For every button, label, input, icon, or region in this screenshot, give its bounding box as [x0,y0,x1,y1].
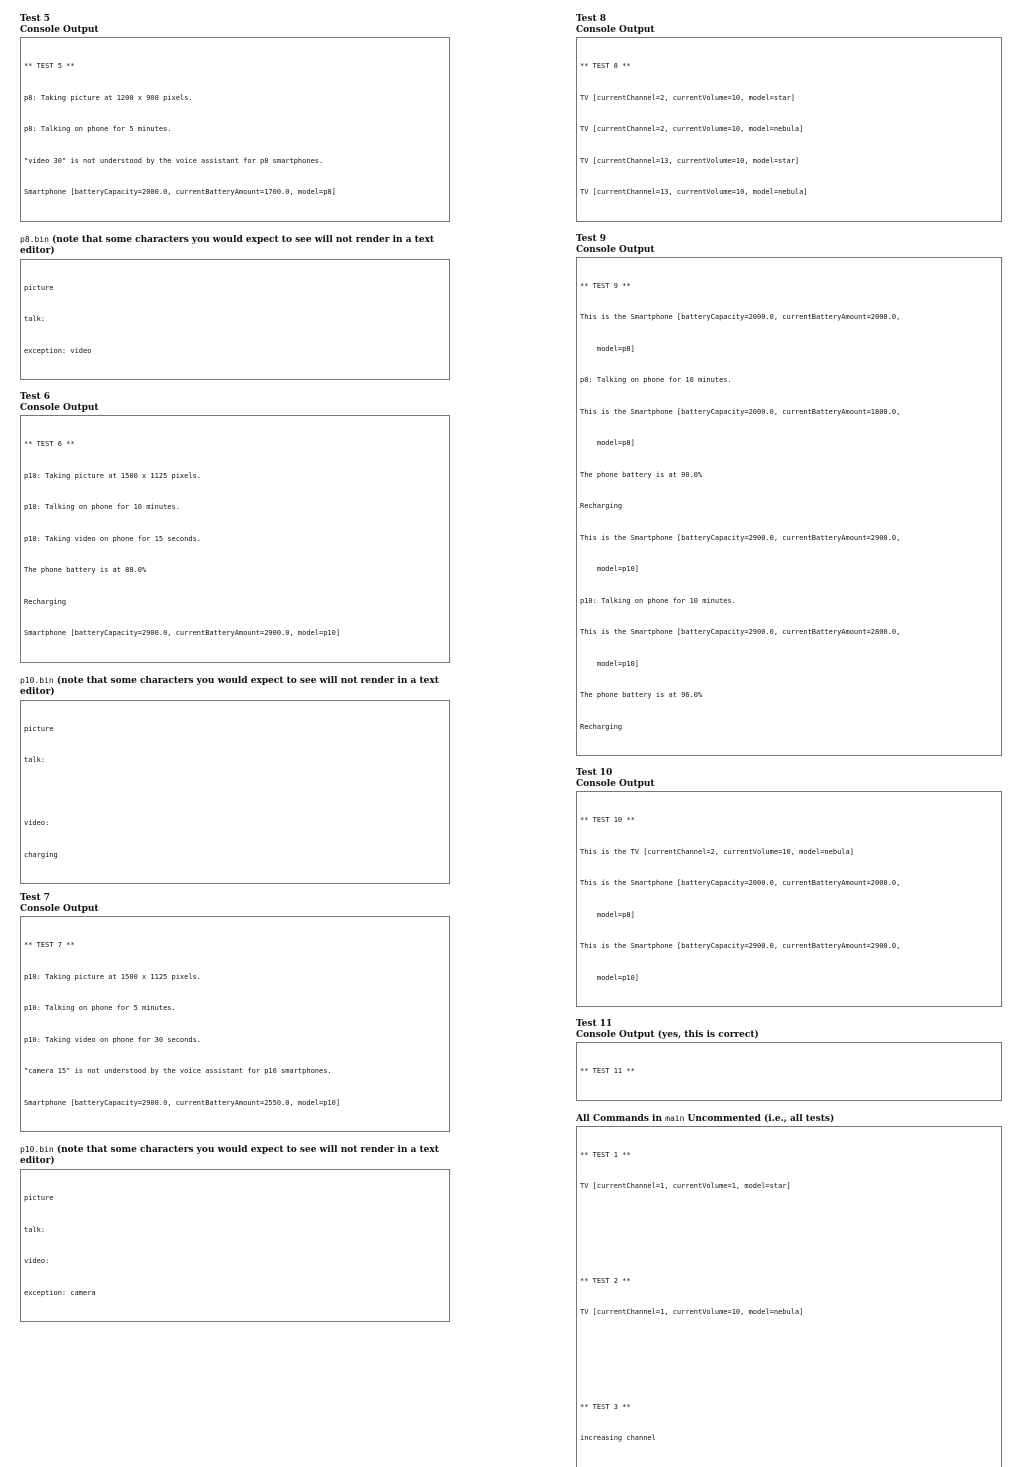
file-line: talk: [24,1225,46,1234]
test5-console-box [20,37,450,222]
file-line: video: [24,1257,50,1265]
all-tests-heading-post: Uncommented (i.e., all tests) [684,1113,835,1124]
file-line: picture [24,1194,54,1202]
all-tests-heading-pre: All Commands in [576,1113,666,1124]
console-line: TV [currentChannel=13, currentVolume=10, model=nebula] [580,188,808,196]
test7-console-box [20,916,450,1132]
test11-title: Test 11 [576,1019,613,1029]
test6-title: Test 6 [20,392,51,402]
test6-subtitle: Console Output [20,403,99,413]
p8bin-heading [20,234,450,257]
console-line: model=p10] [580,973,640,982]
all-tests-console-box [576,1126,1002,1467]
test8-title: Test 8 [576,14,607,24]
right-column [576,14,1002,1467]
console-line: TV [currentChannel=1, currentVolume=10, model=nebula] [580,1308,804,1316]
console-line: p8: Talking on phone for 10 minutes. [580,376,732,384]
file-line: video: [24,819,50,827]
p10bin-heading-b [20,1144,450,1167]
console-line: model=p8] [580,910,635,919]
file-line: picture [24,283,54,292]
console-line: ** TEST 2 ** [580,1276,631,1285]
console-line: This is the TV [currentChannel=2, currentVolume=10, model=nebula] [580,847,854,856]
console-line: "video 30" is not understood by the voice assistant for p8 smartphones. [24,156,324,165]
p10bin-filename: p10.bin [20,675,54,685]
test5-title: Test 5 [20,14,51,24]
test8-console-box [576,37,1002,222]
file-line: talk: [24,315,46,323]
p8bin-note: (note that some characters you would expect to see will not render in a text editor) [20,234,435,256]
left-column [20,14,450,1322]
console-line: p8: Taking picture at 1200 x 900 pixels. [24,93,193,102]
test9-subtitle: Console Output [576,244,655,255]
test11-console-box [576,1042,1002,1101]
console-blank-line [580,1339,998,1350]
p10bin-note: (note that some characters you would expect to see will not render in a text editor) [20,1145,439,1166]
console-line: p8: Talking on phone for 5 minutes. [24,125,172,133]
console-line: This is the Smartphone [batteryCapacity=2000.0, currentBatteryAmount=1800.0, [580,407,901,416]
test8-subtitle: Console Output [576,25,655,35]
console-line: ** TEST 6 ** [24,440,75,448]
p10bin-file-box-a [20,700,450,885]
console-line: ** TEST 8 ** [580,62,631,70]
console-line: "camera 15" is not understood by the voice assistant for p10 smartphones. [24,1067,332,1075]
file-line: picture [24,724,54,733]
console-line: This is the Smartphone [batteryCapacity=2900.0, currentBatteryAmount=2900.0, [580,533,901,542]
console-line: TV [currentChannel=1, currentVolume=1, model=star] [580,1182,791,1190]
console-line: TV [currentChannel=2, currentVolume=10, model=nebula] [580,125,804,133]
console-line: ** TEST 1 ** [580,1150,631,1159]
p10bin-filename: p10.bin [20,1145,54,1154]
p10bin-file-box-b [20,1169,450,1322]
console-line: increasing channel [580,1434,656,1442]
console-line: model=p8] [580,344,635,353]
test10-subtitle: Console Output [576,779,655,789]
console-line: p10: Taking video on phone for 30 seconds. [24,1035,202,1044]
console-line: The phone battery is at 88.0% [24,566,147,574]
file-blank-line [24,787,446,798]
console-line: p10: Taking picture at 1500 x 1125 pixels. [24,972,202,981]
test10-title: Test 10 [576,768,613,778]
console-line: ** TEST 10 ** [580,816,635,824]
test6-console-box [20,415,450,663]
console-line: This is the Smartphone [batteryCapacity=2900.0, currentBatteryAmount=2900.0, [580,942,901,950]
console-line: TV [currentChannel=13, currentVolume=10, model=star] [580,156,800,165]
test11-subtitle: Console Output (yes, this is correct) [576,1030,759,1040]
p10bin-heading-a [20,675,450,698]
test9-title: Test 9 [576,233,607,244]
console-blank-line [580,1244,998,1255]
test9-console-box [576,257,1002,757]
console-line: model=p10] [580,659,640,668]
console-line: p10: Talking on phone for 5 minutes. [24,1004,176,1012]
console-line: ** TEST 11 ** [580,1067,635,1075]
console-line: model=p10] [580,565,640,573]
file-line: exception: video [24,346,92,355]
p8bin-file-box [20,259,450,381]
console-line: ** TEST 3 ** [580,1402,631,1411]
console-line: p10: Taking picture at 1500 x 1125 pixels. [24,471,202,480]
console-line: Recharging [580,502,623,510]
p10bin-note: (note that some characters you would expect to see will not render in a text editor) [20,675,439,697]
console-line: model=p8] [580,439,635,447]
test5-subtitle: Console Output [20,25,99,35]
test7-subtitle: Console Output [20,904,99,914]
file-line: talk: [24,756,46,764]
console-line: The phone battery is at 90.0% [580,470,703,479]
console-line: This is the Smartphone [batteryCapacity=2000.0, currentBatteryAmount=2000.0, [580,879,901,887]
all-tests-heading-code: main [665,1113,685,1123]
console-line: TV [currentChannel=2, currentVolume=10, model=star] [580,93,795,102]
console-line: Smartphone [batteryCapacity=2000.0, currentBatteryAmount=1700.0, model=p8] [24,188,336,196]
test10-console-box [576,791,1002,1007]
console-line: Recharging [24,597,67,606]
console-line: The phone battery is at 96.0% [580,691,703,699]
p8bin-filename: p8.bin [20,234,49,244]
console-line: ** TEST 9 ** [580,281,631,290]
console-line: p10: Taking video on phone for 15 seconds. [24,534,202,543]
console-line: Smartphone [batteryCapacity=2900.0, currentBatteryAmount=2550.0, model=p10] [24,1098,341,1107]
console-line: ** TEST 7 ** [24,941,75,949]
console-blank-line [580,1213,998,1224]
console-line: This is the Smartphone [batteryCapacity=2900.0, currentBatteryAmount=2800.0, [580,628,901,636]
all-tests-heading [576,1113,1002,1125]
console-blank-line [580,1370,998,1381]
console-line: p10: Talking on phone for 10 minutes. [580,596,736,605]
console-line: Recharging [580,722,623,731]
console-line: ** TEST 5 ** [24,62,75,70]
console-line: This is the Smartphone [batteryCapacity=2000.0, currentBatteryAmount=2000.0, [580,313,901,321]
console-line: p10: Talking on phone for 10 minutes. [24,503,180,511]
file-line: charging [24,850,58,859]
console-line: Smartphone [batteryCapacity=2900.0, currentBatteryAmount=2900.0, model=p10] [24,629,341,637]
file-line: exception: camera [24,1288,96,1297]
test7-title: Test 7 [20,893,51,903]
